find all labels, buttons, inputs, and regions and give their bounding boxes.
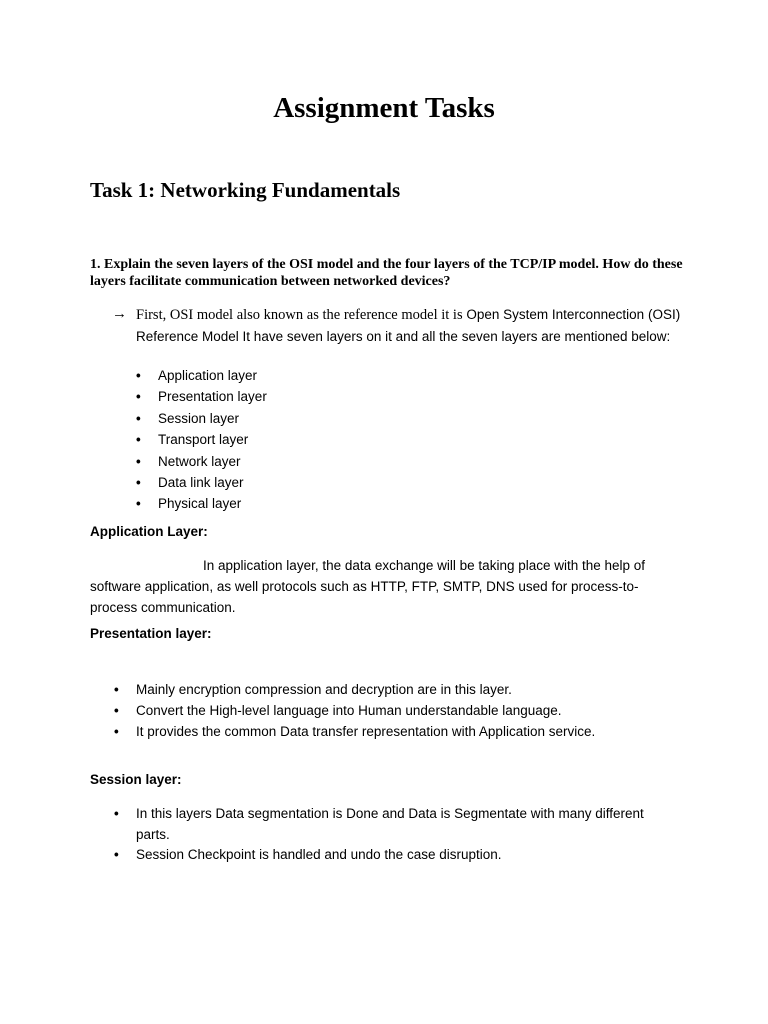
list-item: • Data link layer (158, 472, 267, 493)
list-item: • In this layers Data segmentation is Done and Data is Segmentate with many different parts. (136, 804, 676, 845)
answer-lead: First, OSI model also known as the reference model it is (136, 307, 463, 323)
list-item: • Network layer (158, 451, 267, 472)
list-item: • It provides the common Data transfer representation with Application service. (136, 721, 676, 742)
list-item: • Session Checkpoint is handled and undo the case disruption. (136, 845, 676, 866)
application-layer-text: In application layer, the data exchange will be taking place with the help of software application, as well protocols such as HTTP, FTP, SMTP, DNS used for process-to-process communication. (90, 558, 646, 615)
list-item: • Application layer (158, 365, 267, 386)
session-layer-list (136, 804, 676, 866)
task-heading: Task 1: Networking Fundamentals (90, 178, 401, 202)
list-item: • Transport layer (158, 429, 267, 450)
list-item: • Presentation layer (158, 386, 267, 407)
list-item: • Mainly encryption compression and decryption are in this layer. (136, 679, 676, 700)
answer-rest: Open System Interconnection (OSI) Reference Model It have seven layers on it and all the seven layers are mentioned below: (136, 307, 681, 344)
list-item: • Physical layer (158, 493, 267, 514)
application-layer-heading: Application Layer: (90, 524, 208, 539)
right-arrow-icon: → (112, 306, 127, 322)
list-item: • Convert the High-level language into Human understandable language. (136, 700, 676, 721)
application-layer-body (90, 555, 670, 618)
presentation-layer-list (136, 679, 676, 742)
presentation-layer-heading: Presentation layer: (90, 626, 212, 641)
page-title: Assignment Tasks (273, 92, 495, 124)
question-text: 1. Explain the seven layers of the OSI model and the four layers of the TCP/IP model. How do these layers facilitate communication between networked devices? (90, 257, 683, 289)
osi-layer-list (158, 365, 267, 515)
session-layer-heading: Session layer: (90, 772, 182, 787)
list-item: • Session layer (158, 408, 267, 429)
answer-paragraph (112, 304, 692, 347)
